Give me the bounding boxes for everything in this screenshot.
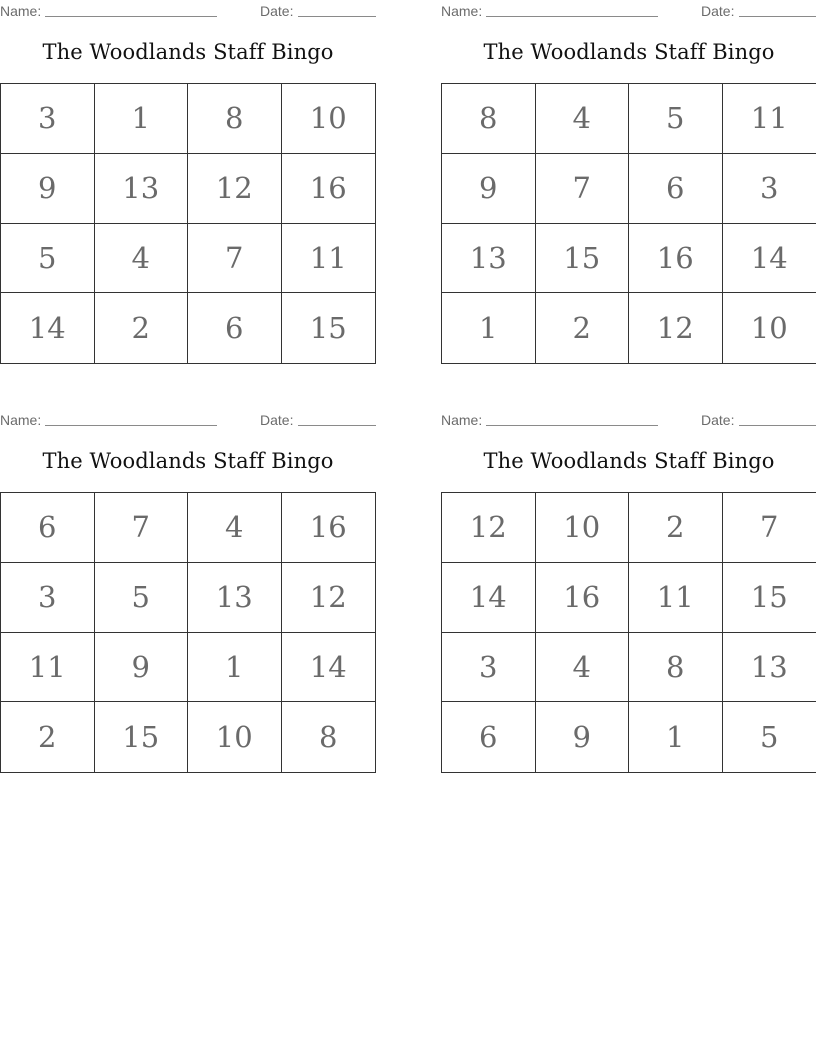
bingo-cell: 5 bbox=[95, 563, 189, 633]
name-label: Name: bbox=[0, 3, 42, 19]
bingo-cell: 11 bbox=[629, 563, 723, 633]
card-header-row bbox=[441, 3, 816, 19]
bingo-grid bbox=[441, 492, 816, 773]
name-write-line bbox=[45, 16, 217, 17]
date-write-line bbox=[739, 425, 816, 426]
bingo-cell: 8 bbox=[319, 720, 338, 755]
bingo-cell: 13 bbox=[723, 633, 816, 703]
bingo-cell: 14 bbox=[1, 293, 95, 363]
bingo-cell: 4 bbox=[536, 633, 630, 703]
bingo-cell: 16 bbox=[629, 224, 723, 294]
bingo-cell: 13 bbox=[188, 563, 282, 633]
bingo-cell: 7 bbox=[536, 154, 630, 224]
card-title: The Woodlands Staff Bingo bbox=[483, 40, 775, 64]
bingo-cell: 3 bbox=[442, 633, 536, 703]
bingo-cell: 6 bbox=[629, 154, 723, 224]
bingo-cell: 9 bbox=[536, 702, 630, 772]
date-write-line bbox=[298, 425, 376, 426]
bingo-cell: 16 bbox=[282, 493, 376, 563]
date-label: Date: bbox=[701, 3, 735, 19]
bingo-cell: 14 bbox=[442, 563, 536, 633]
bingo-cell: 6 bbox=[1, 493, 95, 563]
card-header-row bbox=[441, 412, 816, 428]
bingo-cell: 15 bbox=[309, 311, 347, 346]
bingo-cell: 12 bbox=[188, 154, 282, 224]
bingo-cell: 9 bbox=[95, 633, 189, 703]
bingo-cell: 8 bbox=[442, 84, 536, 154]
name-write-line bbox=[45, 425, 217, 426]
bingo-cell: 11 bbox=[723, 84, 816, 154]
bingo-cell: 8 bbox=[629, 633, 723, 703]
name-label: Name: bbox=[441, 3, 483, 19]
bingo-cell: 5 bbox=[1, 224, 95, 294]
bingo-cell: 15 bbox=[723, 563, 816, 633]
bingo-cell: 7 bbox=[723, 493, 816, 563]
bingo-grid bbox=[0, 492, 376, 773]
date-label: Date: bbox=[701, 412, 735, 428]
bingo-cell: 4 bbox=[536, 84, 630, 154]
bingo-cell: 3 bbox=[1, 563, 95, 633]
name-label: Name: bbox=[441, 412, 483, 428]
bingo-cell: 3 bbox=[723, 154, 816, 224]
card-header-row bbox=[0, 412, 376, 428]
name-write-line bbox=[486, 425, 658, 426]
bingo-cell: 14 bbox=[723, 224, 816, 294]
bingo-cell: 2 bbox=[1, 702, 95, 772]
bingo-cell: 2 bbox=[536, 293, 630, 363]
bingo-cell: 5 bbox=[629, 84, 723, 154]
date-label: Date: bbox=[260, 3, 294, 19]
bingo-cell: 6 bbox=[188, 293, 282, 363]
bingo-cell: 13 bbox=[95, 154, 189, 224]
bingo-cell: 9 bbox=[442, 154, 536, 224]
bingo-cell: 15 bbox=[536, 224, 630, 294]
bingo-grid bbox=[0, 83, 376, 364]
bingo-cell: 13 bbox=[442, 224, 536, 294]
bingo-cell: 2 bbox=[95, 293, 189, 363]
bingo-cell: 5 bbox=[760, 720, 779, 755]
date-write-line bbox=[739, 16, 816, 17]
bingo-cell: 15 bbox=[95, 702, 189, 772]
bingo-cell: 8 bbox=[188, 84, 282, 154]
card-title: The Woodlands Staff Bingo bbox=[42, 449, 334, 473]
bingo-cell: 9 bbox=[1, 154, 95, 224]
bingo-cell: 10 bbox=[536, 493, 630, 563]
bingo-cell: 7 bbox=[188, 224, 282, 294]
bingo-cell: 10 bbox=[188, 702, 282, 772]
date-write-line bbox=[298, 16, 376, 17]
bingo-cell: 10 bbox=[282, 84, 376, 154]
bingo-cell: 14 bbox=[282, 633, 376, 703]
bingo-cell: 1 bbox=[188, 633, 282, 703]
bingo-cell: 1 bbox=[95, 84, 189, 154]
bingo-cell: 16 bbox=[282, 154, 376, 224]
bingo-cell: 11 bbox=[1, 633, 95, 703]
bingo-cell: 3 bbox=[1, 84, 95, 154]
bingo-cell: 6 bbox=[442, 702, 536, 772]
bingo-cell: 12 bbox=[629, 293, 723, 363]
card-header-row bbox=[0, 3, 376, 19]
bingo-cell: 2 bbox=[629, 493, 723, 563]
bingo-cell: 11 bbox=[282, 224, 376, 294]
bingo-cell: 12 bbox=[282, 563, 376, 633]
date-label: Date: bbox=[260, 412, 294, 428]
bingo-cell: 4 bbox=[95, 224, 189, 294]
card-title: The Woodlands Staff Bingo bbox=[483, 449, 775, 473]
bingo-grid bbox=[441, 83, 816, 364]
bingo-cell: 1 bbox=[442, 293, 536, 363]
bingo-cell: 1 bbox=[629, 702, 723, 772]
bingo-cell: 7 bbox=[95, 493, 189, 563]
bingo-cell: 16 bbox=[536, 563, 630, 633]
name-write-line bbox=[486, 16, 658, 17]
bingo-cell: 12 bbox=[442, 493, 536, 563]
bingo-cell: 10 bbox=[750, 311, 788, 346]
card-title: The Woodlands Staff Bingo bbox=[42, 40, 334, 64]
bingo-cell: 4 bbox=[188, 493, 282, 563]
name-label: Name: bbox=[0, 412, 42, 428]
